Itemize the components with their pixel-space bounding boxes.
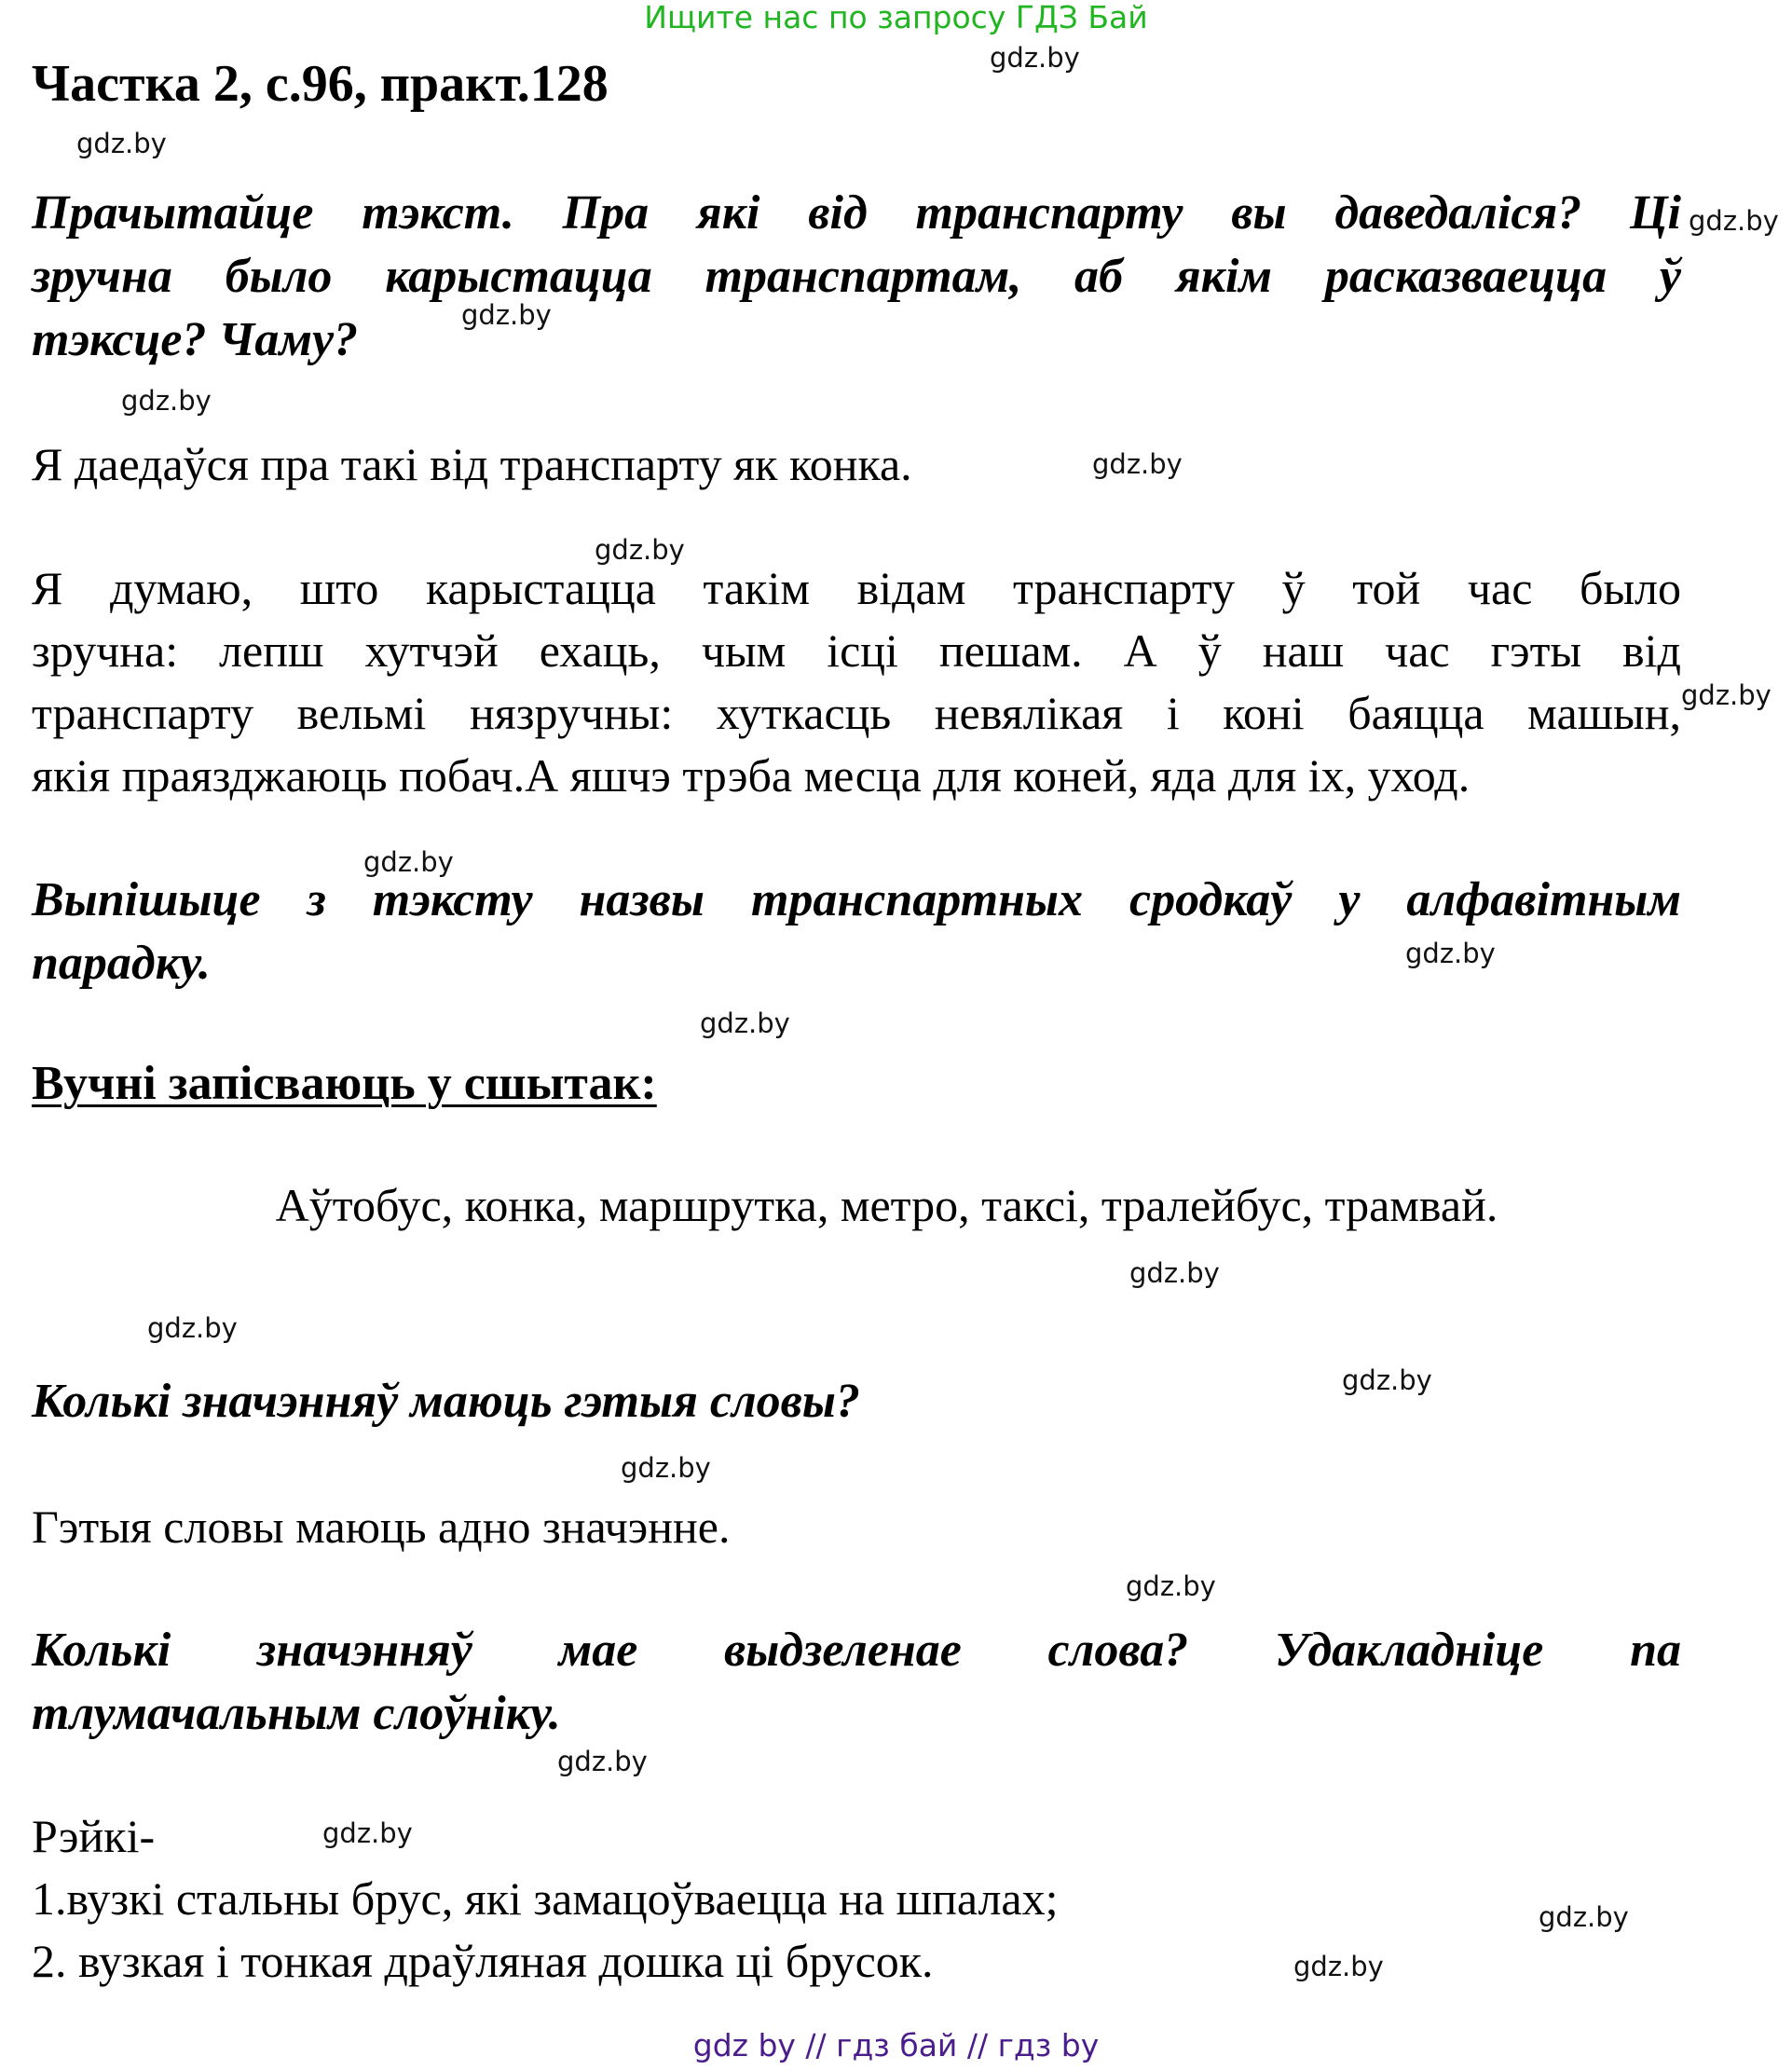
watermark: gdz.by [557, 1746, 648, 1777]
watermark: gdz.by [1342, 1364, 1432, 1396]
watermark: gdz.by [621, 1452, 711, 1484]
answer-4-meaning: 1.вузкі стальны брус, які замацоўваецца на шпалах; [32, 1872, 1059, 1925]
task-3-line: Колькі значэнняў маюць гэтыя словы? [32, 1375, 860, 1428]
notebook-heading: Вучні запісваюць у сшытак: [32, 1057, 657, 1110]
answer-1 [32, 433, 1681, 496]
watermark: gdz.by [1129, 1257, 1220, 1289]
watermark: gdz.by [595, 534, 685, 566]
answer-3-line: Гэтыя словы маюць адно значэнне. [32, 1501, 731, 1553]
watermark: gdz.by [322, 1817, 413, 1849]
answer-4 [32, 1805, 1681, 1993]
task-2-line: парадку. [32, 937, 211, 990]
watermark: gdz.by [1126, 1570, 1216, 1602]
answer-3 [32, 1496, 1681, 1558]
task-2 [32, 869, 1681, 995]
word-list: Аўтобус, конка, маршрутка, метро, таксі, тралейбус, трамвай. [275, 1179, 1498, 1231]
watermark: gdz.by [1539, 1901, 1629, 1933]
task-1-line: тэксце? Чаму? [32, 313, 359, 366]
answer-2-line: Я думаю, што карыстацца такім відам транспарту ў той час было [32, 562, 1681, 614]
watermark: gdz.by [700, 1008, 790, 1039]
task-2-line: Выпішыце з тэксту назвы транспартных сродкаў у алфавітным [32, 873, 1681, 926]
watermark: gdz.by [1293, 1951, 1384, 1982]
task-1-line: Прачытайце тэкст. Пра які від транспарту вы даведаліся? Ці [32, 186, 1681, 240]
watermark: gdz.by [1681, 679, 1771, 711]
task-1 [32, 182, 1681, 372]
answer-2 [32, 557, 1681, 807]
watermark: gdz.by [76, 128, 167, 159]
task-4-line: тлумачальным слоўніку. [32, 1687, 561, 1740]
watermark: gdz.by [363, 846, 454, 878]
answer-4-meaning: 2. вузкая і тонкая драўляная дошка ці брусок. [32, 1935, 934, 1987]
footer-links[interactable]: gdz by // гдз бай // гдз by [692, 2027, 1100, 2063]
watermark: gdz.by [461, 299, 552, 331]
watermark: gdz.by [1689, 205, 1779, 237]
top-banner[interactable]: Ищите нас по запросу ГДЗ Бай [644, 0, 1148, 35]
watermark: gdz.by [1092, 448, 1183, 480]
watermark: gdz.by [121, 385, 212, 417]
task-4 [32, 1619, 1681, 1746]
task-1-line: зручна было карыстацца транспартам, аб якім расказваецца ў [32, 250, 1681, 303]
watermark: gdz.by [990, 42, 1080, 74]
page-title: Частка 2, с.96, практ.128 [32, 55, 609, 113]
answer-2-line: транспарту вельмі нязручны: хуткасць невялікая і коні баяцца машын, [32, 687, 1681, 739]
watermark: gdz.by [1405, 938, 1496, 969]
answer-2-line: зручна: лепш хутчэй ехаць, чым ісці пешам. А ў наш час гэты від [32, 624, 1681, 677]
task-4-line: Колькі значэнняў мае выдзеленае слова? Удакладніце па [32, 1624, 1681, 1677]
task-3 [32, 1370, 1681, 1433]
watermark: gdz.by [147, 1312, 238, 1344]
answer-4-word: Рэйкі- [32, 1810, 156, 1862]
answer-1-line: Я даедаўся пра такі від транспарту як конка. [32, 438, 912, 490]
answer-2-line: якія праязджаюць побач.А яшчэ трэба месца для коней, яда для іх, уход. [32, 749, 1471, 802]
